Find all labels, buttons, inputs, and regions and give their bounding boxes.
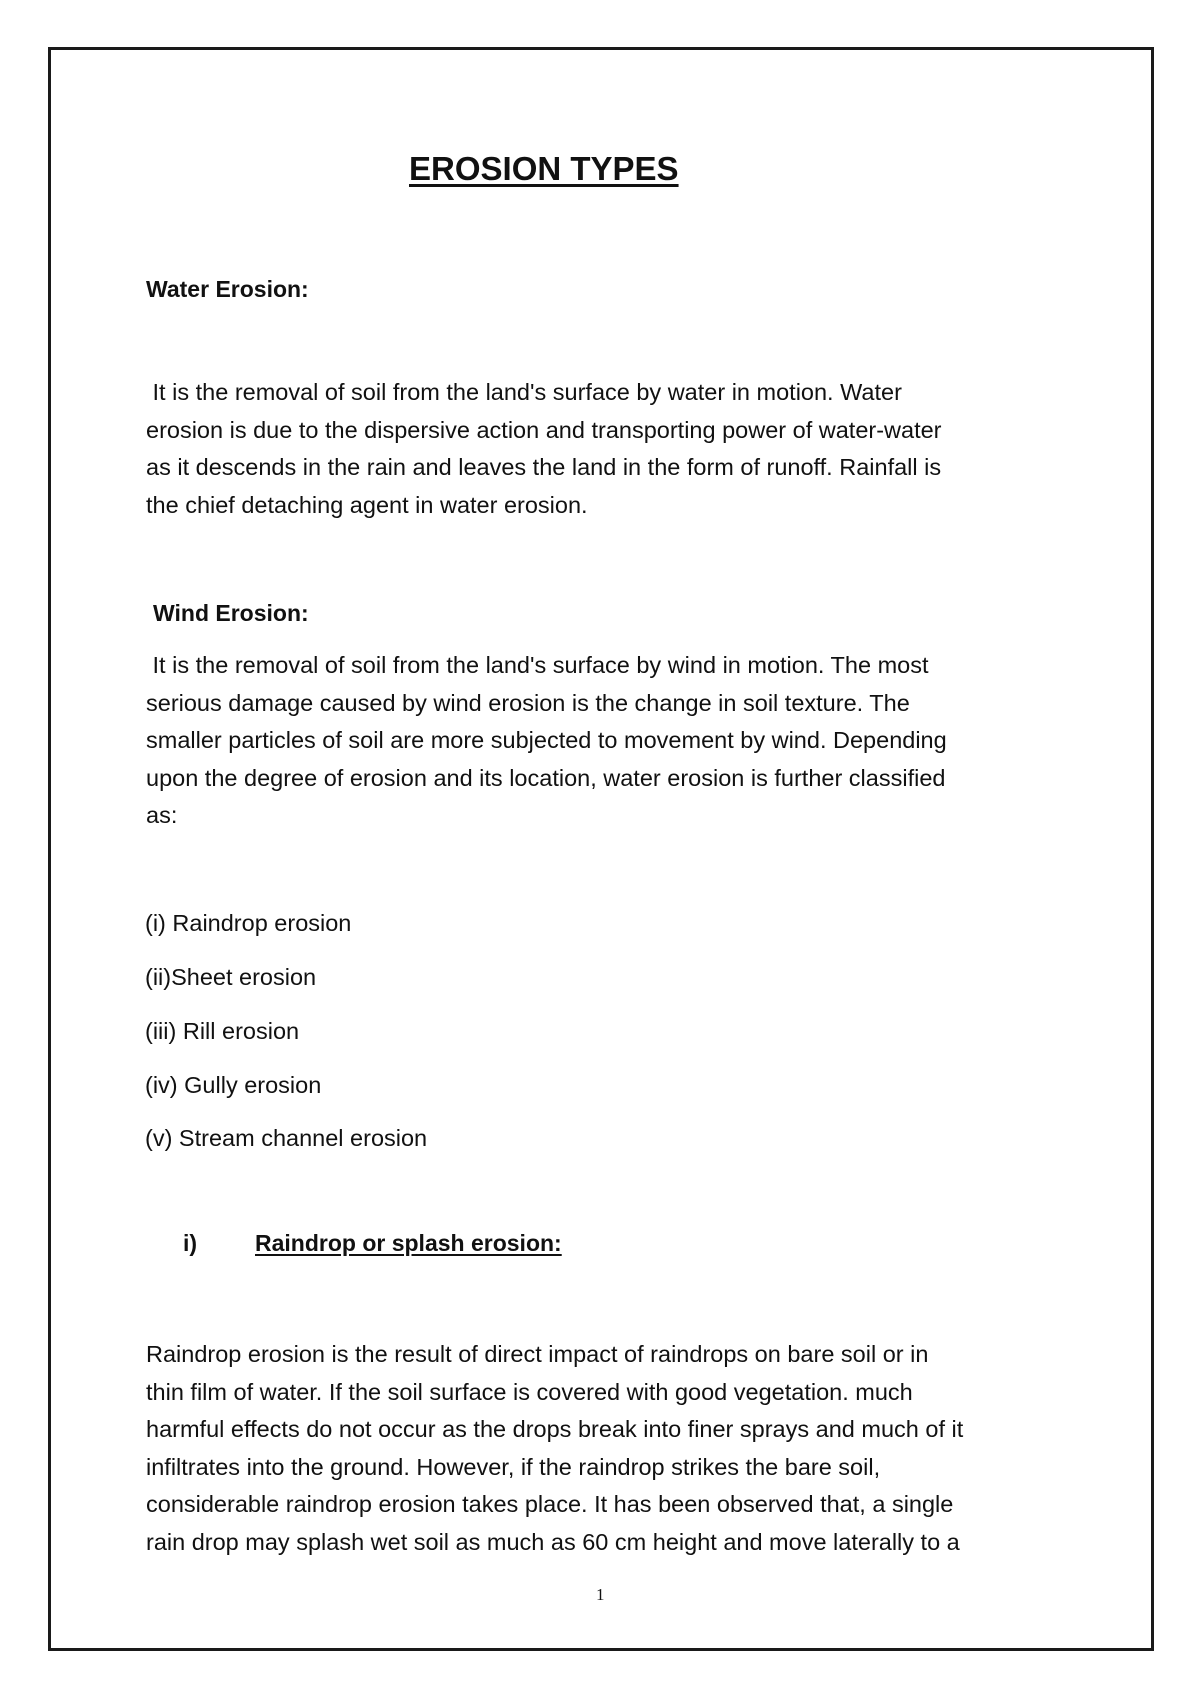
water-erosion-paragraph [146, 374, 1066, 524]
paragraph-line: infiltrates into the ground. However, if the raindrop strikes the bare soil, [146, 1453, 881, 1480]
document-title: EROSION TYPES [409, 150, 679, 187]
wind-erosion-paragraph [146, 647, 1066, 835]
page-number: 1 [596, 1585, 605, 1604]
raindrop-erosion-paragraph [146, 1336, 1066, 1561]
list-item: (v) Stream channel erosion [145, 1125, 428, 1151]
paragraph-line: the chief detaching agent in water erosion. [146, 491, 588, 518]
water-erosion-heading: Water Erosion: [146, 276, 309, 302]
list-item: (ii)Sheet erosion [145, 964, 317, 990]
paragraph-line: It is the removal of soil from the land's surface by wind in motion. The most [146, 652, 929, 678]
paragraph-line: smaller particles of soil are more subjected to movement by wind. Depending [146, 727, 947, 753]
paragraph-line: as: [146, 802, 178, 828]
list-item: (iii) Rill erosion [145, 1018, 300, 1044]
paragraph-line: Raindrop erosion is the result of direct impact of raindrops on bare soil or in [146, 1341, 929, 1367]
paragraph-line: thin film of water. If the soil surface is covered with good vegetation. much [146, 1378, 913, 1405]
paragraph-line: It is the removal of soil from the land's surface by water in motion. Water [146, 379, 902, 405]
paragraph-line: as it descends in the rain and leaves the land in the form of runoff. Rainfall is [146, 454, 942, 480]
paragraph-line: erosion is due to the dispersive action and transporting power of water-water [146, 416, 942, 443]
paragraph-line: rain drop may splash wet soil as much as 60 cm height and move laterally to a [146, 1528, 960, 1555]
subsection-number: i) [183, 1230, 198, 1256]
paragraph-line: harmful effects do not occur as the drops break into finer sprays and much of it [146, 1416, 964, 1442]
raindrop-erosion-heading: Raindrop or splash erosion: [255, 1230, 562, 1256]
paragraph-line: upon the degree of erosion and its location, water erosion is further classified [146, 764, 946, 791]
list-item: (i) Raindrop erosion [145, 910, 352, 936]
list-item: (iv) Gully erosion [145, 1072, 322, 1098]
wind-erosion-heading: Wind Erosion: [153, 600, 309, 626]
paragraph-line: serious damage caused by wind erosion is the change in soil texture. The [146, 689, 910, 716]
paragraph-line: considerable raindrop erosion takes place. It has been observed that, a single [146, 1491, 954, 1517]
